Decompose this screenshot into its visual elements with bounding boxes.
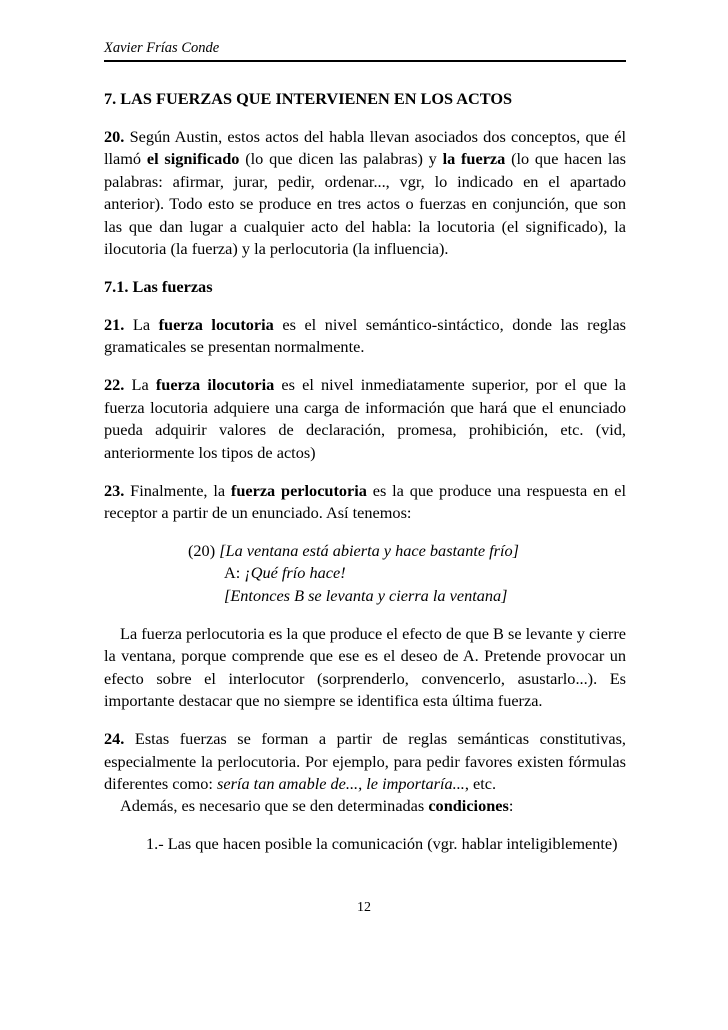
example-speaker: A: [224, 563, 245, 583]
list-item-1: 1.- Las que hacen posible la comunicación (vgr. hablar inteligiblemente) [146, 834, 618, 854]
page-number: 12 [357, 900, 371, 915]
paragraph-24-continuation: Además, es necesario que se den determinadas condiciones: [120, 796, 514, 816]
paragraph-24: 24. Estas fuerzas se forman a partir de reglas semánticas constitutivas, especialmente la perlocutoria. Por ejemplo, para pedir favores existen fórmulas diferentes como: sería tan amable de..., le importaría..., etc. [104, 729, 626, 793]
page-body [104, 88, 626, 871]
paragraph-20: 20. Según Austin, estos actos del habla llevan asociados dos conceptos, que él llamó el significado (lo que dicen las palabras) y la fuerza (lo que hacen las palabras: afirmar, jurar, pedir, ordenar..., vgr, lo indicado en el apartado anterior). Todo esto se produce en tres actos o fuerzas en conjunción, que son las que dan lugar a cualquier acto del habla: la locutoria (el significado), la ilocutoria (la fuerza) y la perlocutoria (la influencia). [104, 127, 626, 259]
subsection-title: 7.1. Las fuerzas [104, 277, 213, 297]
paragraph-number: 21. [104, 315, 125, 335]
example-formulas: sería tan amable de..., le importaría... [217, 773, 465, 793]
paragraph-21: 21. La fuerza locutoria es el nivel semántico-sintáctico, donde las reglas gramaticales se presentan normalmente. [104, 315, 627, 357]
example-line-2: A: ¡Qué frío hace! [224, 563, 346, 583]
paragraph-after-example: La fuerza perlocutoria es la que produce el efecto de que B se levante y cierre la ventana, porque comprende que ese es el deseo de A. Pretende provocar un efecto sobre el interlocutor (sorprenderlo, convencerlo, asustarlo...). Es importante destacar que no siempre se identifica esta última fuerza. [104, 623, 626, 711]
example-20 [104, 540, 626, 607]
paragraph-23: 23. Finalmente, la fuerza perlocutoria es la que produce una respuesta en el receptor a partir de un enunciado. Así tenemos: [104, 480, 626, 523]
example-line-1: (20) [La ventana está abierta y hace bastante frío] [188, 541, 520, 561]
example-label: (20) [188, 541, 220, 561]
term-fuerza: la fuerza [442, 149, 506, 169]
paragraph-number: 22. [104, 375, 125, 395]
term-condiciones: condiciones [428, 796, 509, 816]
section-title: 7. LAS FUERZAS QUE INTERVIENEN EN LOS ACTOS [104, 89, 513, 108]
term-fuerza-ilocutoria: fuerza ilocutoria [155, 375, 275, 395]
running-header: Xavier Frías Conde [104, 40, 220, 56]
term-fuerza-perlocutoria: fuerza perlocutoria [230, 480, 367, 500]
example-line-3: [Entonces B se levanta y cierra la ventana] [224, 585, 508, 605]
term-significado: el significado [146, 149, 240, 169]
paragraph-number: 23. [104, 480, 125, 500]
paragraph-number: 24. [104, 729, 125, 749]
paragraph-number: 20. [104, 127, 125, 146]
header-rule [104, 60, 626, 62]
paragraph-22: 22. La fuerza ilocutoria es el nivel inmediatamente superior, por el que la fuerza locutoria adquiere una carga de información que hará que el enunciado pueda adquirir valores de declaración, promesa, prohibición, etc. (vid, anteriormente los tipos de actos) [104, 375, 627, 462]
term-fuerza-locutoria: fuerza locutoria [158, 315, 274, 335]
